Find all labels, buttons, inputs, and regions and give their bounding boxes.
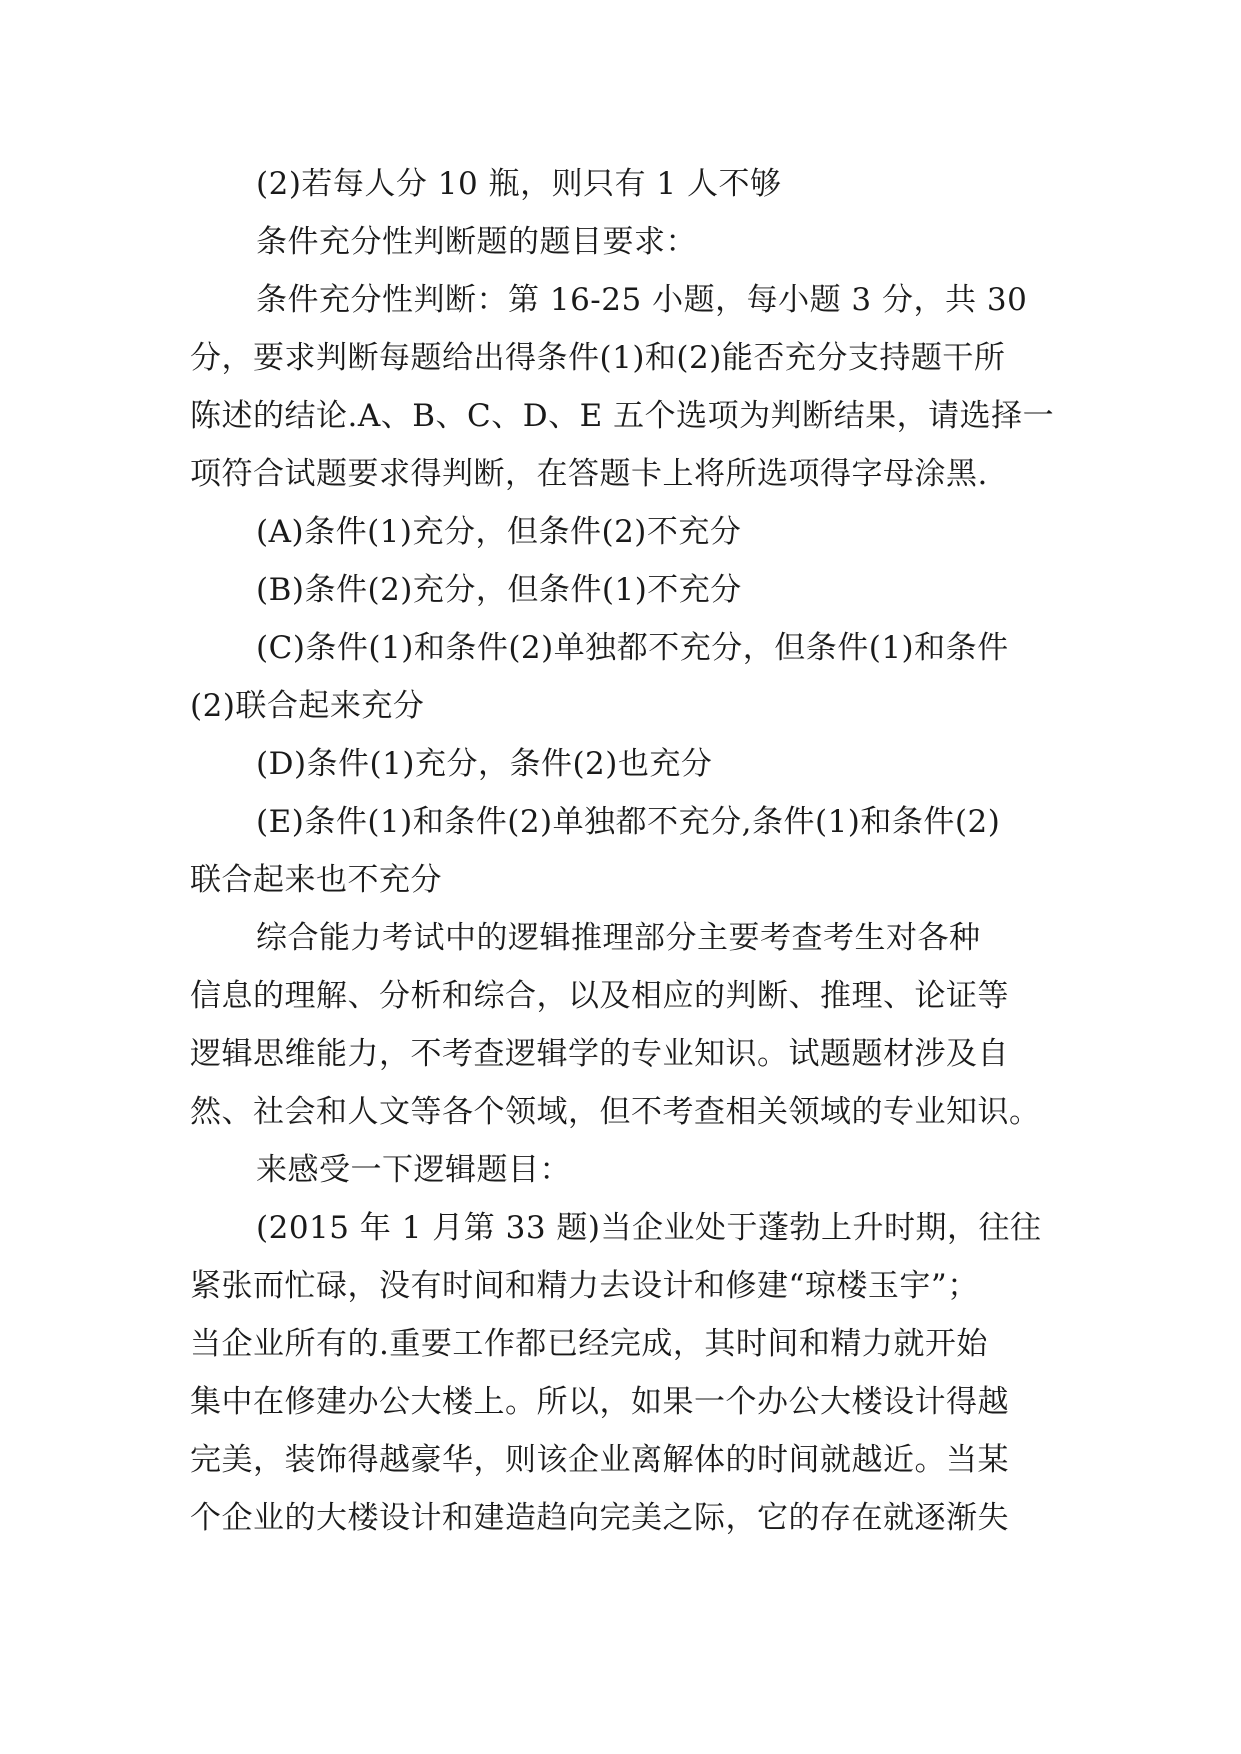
paragraph-line: 紧张而忙碌，没有时间和精力去设计和修建“琼楼玉宇”； <box>190 1268 979 1304</box>
paragraph-line: (2015 年 1 月第 33 题)当企业处于蓬勃上升时期，往往 <box>256 1210 1042 1246</box>
paragraph-line: 分，要求判断每题给出得条件(1)和(2)能否充分支持题干所 <box>190 340 1006 376</box>
document-body <box>190 155 1055 1547</box>
option-line: (2)联合起来充分 <box>190 688 425 724</box>
paragraph-line: 条件充分性判断题的题目要求： <box>256 224 697 260</box>
paragraph-line: 然、社会和人文等各个领域，但不考查相关领域的专业知识。 <box>190 1094 1041 1130</box>
paragraph-line: 来感受一下逻辑题目： <box>256 1152 571 1188</box>
paragraph-line: 个企业的大楼设计和建造趋向完美之际，它的存在就逐渐失 <box>190 1500 1009 1536</box>
paragraph-line: 逻辑思维能力，不考查逻辑学的专业知识。试题题材涉及自 <box>190 1036 1009 1072</box>
option-line: (C)条件(1)和条件(2)单独都不充分，但条件(1)和条件 <box>256 630 1009 666</box>
option-line: (B)条件(2)充分，但条件(1)不充分 <box>256 572 742 608</box>
option-line: (E)条件(1)和条件(2)单独都不充分,条件(1)和条件(2) <box>256 804 1001 840</box>
paragraph-line: 综合能力考试中的逻辑推理部分主要考查考生对各种 <box>256 920 981 956</box>
option-line: 联合起来也不充分 <box>190 862 442 898</box>
paragraph-line: 当企业所有的.重要工作都已经完成，其时间和精力就开始 <box>190 1326 988 1362</box>
paragraph-line: (2)若每人分 10 瓶，则只有 1 人不够 <box>256 166 782 202</box>
option-line: (A)条件(1)充分，但条件(2)不充分 <box>256 514 742 550</box>
paragraph-line: 完美，装饰得越豪华，则该企业离解体的时间就越近。当某 <box>190 1442 1009 1478</box>
paragraph-line: 项符合试题要求得判断，在答题卡上将所选项得字母涂黑. <box>190 456 988 492</box>
option-line: (D)条件(1)充分，条件(2)也充分 <box>256 746 713 782</box>
paragraph-line: 信息的理解、分析和综合，以及相应的判断、推理、论证等 <box>190 978 1009 1014</box>
paragraph-line: 陈述的结论.A、B、C、D、E 五个选项为判断结果，请选择一 <box>190 398 1055 434</box>
paragraph-line: 集中在修建办公大楼上。所以，如果一个办公大楼设计得越 <box>190 1384 1009 1420</box>
paragraph-line: 条件充分性判断：第 16-25 小题，每小题 3 分，共 30 <box>256 282 1028 318</box>
